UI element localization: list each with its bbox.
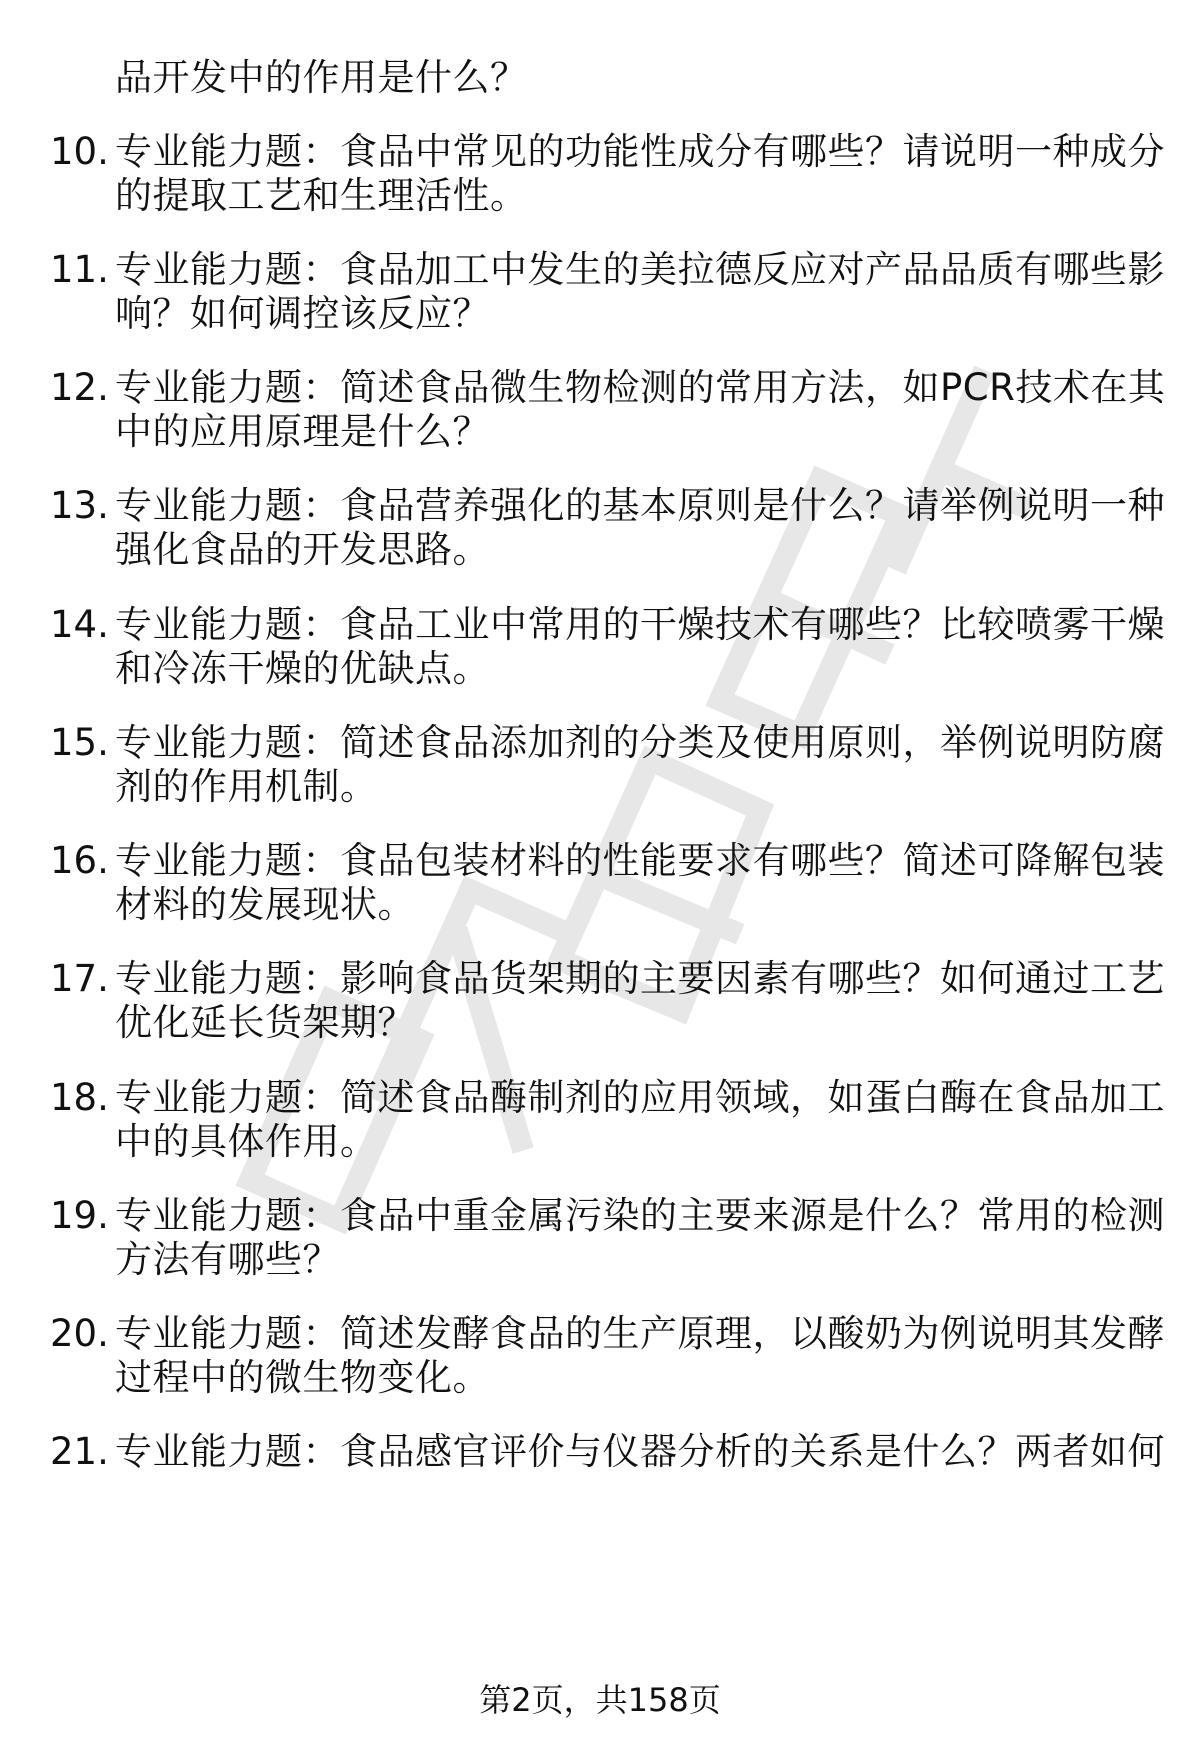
item-text-line: 专业能力题：简述食品添加剂的分类及使用原则，举例说明防腐 [115,721,1165,764]
item-text-line: 专业能力题：食品中重金属污染的主要来源是什么？常用的检测 [115,1194,1165,1237]
continuation-text: 品开发中的作用是什么？ [115,56,528,99]
item-text-line: 专业能力题：简述食品微生物检测的常用方法，如PCR技术在其 [115,366,1166,409]
item-number: 17. [50,957,109,1000]
item-text-line: 中的应用原理是什么？ [115,410,490,453]
item-text-line: 材料的发展现状。 [115,883,415,926]
page-footer: 第2页，共158页 [479,1681,721,1719]
item-number: 21. [50,1430,109,1473]
item-number: 19. [50,1194,109,1237]
item-text-line: 强化食品的开发思路。 [115,528,490,571]
item-number: 11. [50,248,109,291]
item-text-line: 优化延长货架期？ [115,1001,415,1044]
item-number: 18. [50,1076,109,1119]
item-number: 15. [50,721,109,764]
item-number: 14. [50,603,109,646]
item-text-line: 专业能力题：影响食品货架期的主要因素有哪些？如何通过工艺 [115,957,1165,1000]
item-text-line: 专业能力题：食品感官评价与仪器分析的关系是什么？两者如何 [115,1430,1165,1473]
item-text-line: 剂的作用机制。 [115,765,378,808]
item-text-line: 的提取工艺和生理活性。 [115,174,528,217]
item-text-line: 专业能力题：简述发酵食品的生产原理，以酸奶为例说明其发酵 [115,1312,1165,1355]
item-text-line: 响？如何调控该反应？ [115,292,490,335]
item-text-line: 专业能力题：食品工业中常用的干燥技术有哪些？比较喷雾干燥 [115,603,1165,646]
item-text-line: 过程中的微生物变化。 [115,1356,490,1399]
item-text-line: 专业能力题：简述食品酶制剂的应用领域，如蛋白酶在食品加工 [115,1076,1165,1119]
item-text-line: 方法有哪些？ [115,1238,340,1281]
item-text-line: 中的具体作用。 [115,1120,378,1163]
item-text-line: 和冷冻干燥的优缺点。 [115,647,490,690]
item-number: 20. [50,1312,109,1355]
item-number: 12. [50,366,109,409]
item-text-line: 专业能力题：食品中常见的功能性成分有哪些？请说明一种成分 [115,130,1165,173]
item-number: 16. [50,839,109,882]
item-number: 13. [50,484,109,527]
item-number: 10. [50,130,109,173]
item-text-line: 专业能力题：食品加工中发生的美拉德反应对产品品质有哪些影 [115,248,1165,291]
item-text-line: 专业能力题：食品包装材料的性能要求有哪些？简述可降解包装 [115,839,1165,882]
item-text-line: 专业能力题：食品营养强化的基本原则是什么？请举例说明一种 [115,484,1165,527]
